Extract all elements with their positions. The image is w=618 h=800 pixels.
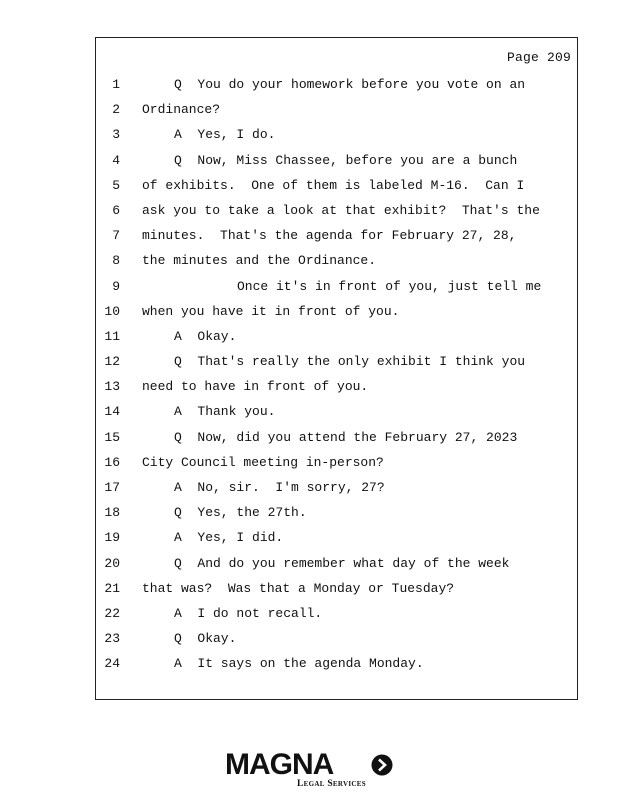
line-number: 24 [104,656,120,672]
line-text: Once it's in front of you, just tell me [237,278,542,294]
line-text: A Yes, I do. [174,127,276,143]
line-text: Ordinance? [142,102,221,118]
line-number: 3 [112,127,120,143]
line-text: Q Now, did you attend the February 27, 2023 [174,429,518,445]
line-text: A No, sir. I'm sorry, 27? [174,480,385,495]
line-number: 15 [104,429,120,445]
transcript-line [96,475,577,500]
logo-word: MAGNA [225,748,334,781]
line-text: when you have it in front of you. [142,303,400,319]
transcript-line [96,601,577,626]
line-text: that was? Was that a Monday or Tuesday? [142,580,455,596]
transcript-line [96,223,577,248]
transcript-line [96,399,577,424]
transcript-line [96,299,577,324]
line-number: 23 [104,631,120,647]
line-number: 22 [104,605,120,621]
line-number: 4 [112,152,120,168]
line-text: Q That's really the only exhibit I think you [174,354,526,370]
transcript-line [96,148,577,173]
line-number: 7 [112,228,120,244]
line-number: 14 [104,404,120,420]
line-text: A I do not recall. [174,605,323,621]
line-number: 6 [112,202,120,218]
line-text: Q Now, Miss Chassee, before you are a bunch [174,152,518,168]
transcript-line [96,500,577,525]
logo-subtitle: Legal Services [297,779,366,789]
line-number: 17 [104,480,120,495]
transcript-line [96,97,577,122]
magna-logo [225,748,395,794]
line-number: 19 [104,530,120,546]
transcript-line [96,551,577,576]
line-number: 12 [104,354,120,370]
line-text: Q You do your homework before you vote on an [174,77,526,92]
transcript-line [96,576,577,601]
line-text: City Council meeting in-person? [142,454,384,470]
line-number: 8 [112,253,120,269]
transcript-line [96,450,577,475]
line-number: 2 [112,102,120,118]
transcript-line [96,173,577,198]
transcript-line [96,72,577,97]
transcript-line [96,374,577,399]
line-text: A Yes, I did. [174,530,284,546]
line-number: 1 [112,77,120,92]
line-number: 9 [112,278,120,294]
transcript-line [96,525,577,550]
line-text: of exhibits. One of them is labeled M-16. Can I [142,177,525,193]
transcript-line [96,324,577,349]
line-text: A Thank you. [174,404,276,420]
transcript-line [96,349,577,374]
transcript-line [96,248,577,273]
line-number: 20 [104,555,120,571]
transcript-lines [96,72,577,677]
page-number: Page 209 [506,50,571,65]
line-number: 21 [104,580,120,596]
line-text: ask you to take a look at that exhibit? That's the [142,202,540,218]
line-number: 5 [112,177,120,193]
line-text: Q Okay. [174,631,237,647]
transcript-line [96,198,577,223]
line-text: Q And do you remember what day of the week [174,555,510,571]
line-number: 16 [104,454,120,470]
line-text: minutes. That's the agenda for February 27, 28, [142,228,517,244]
transcript-line [96,425,577,450]
line-number: 18 [104,505,120,521]
line-number: 13 [104,379,120,395]
transcript-line [96,626,577,651]
line-number: 10 [104,303,120,319]
chevron-right-circle-icon [371,754,393,776]
transcript-line [96,651,577,676]
line-text: Q Yes, the 27th. [174,505,307,521]
transcript-page [95,37,578,700]
transcript-line [96,274,577,299]
line-text: A Okay. [174,328,237,344]
line-number: 11 [104,328,120,344]
line-text: A It says on the agenda Monday. [174,656,424,672]
line-text: the minutes and the Ordinance. [142,253,377,269]
transcript-line [96,122,577,147]
line-text: need to have in front of you. [142,379,369,395]
